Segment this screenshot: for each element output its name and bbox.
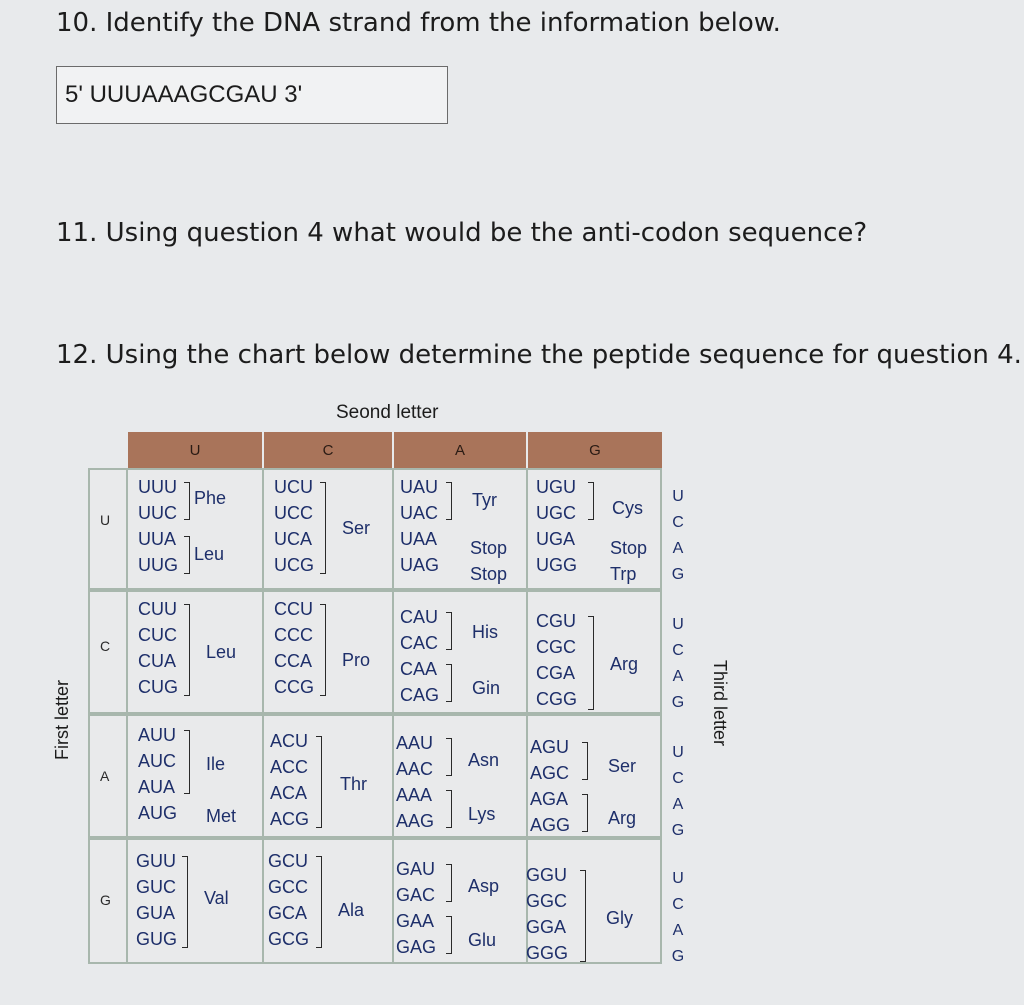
first-letter-a: A [100, 768, 110, 784]
aa-stop-uag: Stop [470, 564, 508, 584]
aa-ser: Ser [342, 518, 371, 538]
codons-au: AUU AUC AUA AUG [138, 725, 178, 823]
aa-val: Val [204, 888, 229, 908]
aa-ser-a: Ser [608, 756, 637, 776]
first-letter-g: G [100, 892, 111, 908]
codons-cc: CCU CCC CCA CCG [274, 599, 314, 697]
strand-box [56, 66, 448, 124]
aa-glu: Glu [468, 930, 497, 950]
question-12: 12. Using the chart below determine the peptide sequence for question 4. [56, 340, 1022, 370]
aa-pro: Pro [342, 650, 371, 670]
second-letter-label: Seond letter [336, 402, 439, 423]
aa-leu: Leu [194, 544, 225, 564]
aa-asn: Asn [468, 750, 500, 770]
question-10: 10. Identify the DNA strand from the information below. [56, 8, 781, 38]
aa-asp: Asp [468, 876, 500, 896]
codons-ua: UAU UAC UAA UAG [400, 477, 440, 575]
aa-arg-a: Arg [608, 808, 637, 828]
codons-cg: CGU CGC CGA CGG [536, 611, 578, 709]
third-letters-u: U C A G [671, 488, 685, 583]
column-header-c: C [264, 432, 392, 468]
codon-table [88, 468, 662, 964]
aa-tyr: Tyr [472, 490, 497, 510]
codons-uu: UUU UUC UUA UUG [138, 477, 178, 575]
aa-ile: Ile [206, 754, 226, 774]
codons-ug: UGU UGC UGA UGG [536, 477, 578, 575]
codons-ga: GAU GAC GAA GAG [396, 859, 437, 957]
aa-cys: Cys [612, 498, 643, 518]
codons-ca: CAU CAC CAA CAG [400, 607, 440, 705]
aa-phe: Phe [194, 488, 227, 508]
first-letter-label: First letter [52, 679, 72, 760]
codons-uc: UCU UCC UCA UCG [274, 477, 314, 575]
aa-stop-uaa: Stop [470, 538, 508, 558]
aa-ala: Ala [338, 900, 365, 920]
codons-gu: GUU GUC GUA GUG [136, 851, 178, 949]
codons-gc: GCU GCC GCA GCG [268, 851, 310, 949]
aa-arg: Arg [610, 654, 639, 674]
third-letters-g: U C A G [671, 870, 685, 965]
third-letters-a: U C A G [671, 744, 685, 839]
third-letter-label: Third letter [710, 660, 730, 747]
question-11: 11. Using question 4 what would be the anti-codon sequence? [56, 218, 868, 248]
codons-cu: CUU CUC CUA CUG [138, 599, 178, 697]
column-header-u: U [128, 432, 262, 468]
aa-stop-uga: Stop [610, 538, 648, 558]
aa-met: Met [206, 806, 237, 826]
mrna-strand: 5' UUUAAAGCGAU 3' [65, 81, 303, 108]
column-header-g: G [528, 432, 662, 468]
aa-trp: Trp [610, 564, 637, 584]
codons-ac: ACU ACC ACA ACG [270, 731, 310, 829]
third-letters-c: U C A G [671, 616, 685, 711]
first-letter-c: C [100, 638, 111, 654]
aa-his: His [472, 622, 498, 642]
aa-gly: Gly [606, 908, 633, 928]
first-letter-u: U [100, 512, 111, 528]
aa-gin: Gin [472, 678, 501, 698]
codons-aa: AAU AAC AAA AAG [396, 733, 435, 831]
column-header-a: A [394, 432, 526, 468]
codons-ag: AGU AGC AGA AGG [530, 737, 571, 835]
aa-leu-c: Leu [206, 642, 237, 662]
aa-lys: Lys [468, 804, 496, 824]
codons-gg: GGU GGC GGA GGG [526, 865, 569, 963]
aa-thr: Thr [340, 774, 367, 794]
